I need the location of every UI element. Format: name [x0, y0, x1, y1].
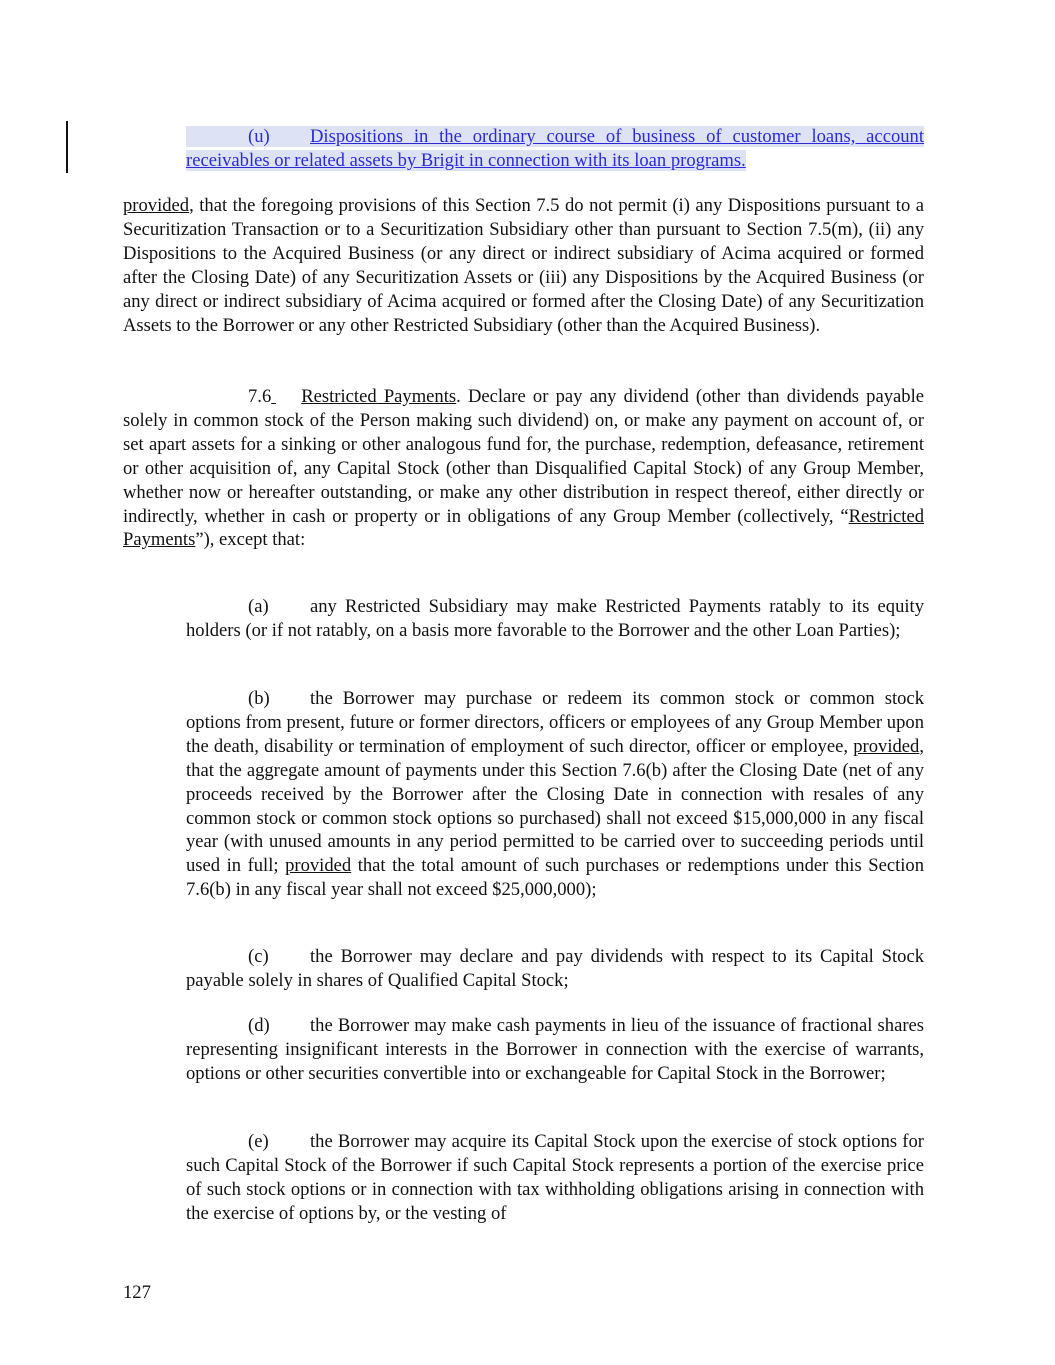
item-b-text-2: , that the aggregate amount of payments under this Section 7.6(b) after the Closing Date (net of any proceeds received by the Borrower after the Closing Date in connection with resales of any common stock or common stock options so purchased) shall not exceed $15,000,000 in any fiscal year (with unused amounts in any period permitted to be carried over to succeeding periods until used in full;: [186, 735, 924, 877]
section-7-6-text-before: . Declare or pay any dividend (other than dividends payable solely in common stock of the Person making such dividend) on, or make any payment on account of, or set apart assets for a sinking or other analogous fund for, the purchase, redemption, defeasance, retirement or other acquisition of, any Capital Stock (other than Disqualified Capital Stock) of any Group Member, whether now or hereafter outstanding, or make any other distribution in respect thereof, either directly or indirectly, whether in cash or property or in obligations of any Group Member (collectively, “: [123, 386, 924, 527]
section-7-6-number: 7.6: [248, 386, 272, 407]
item-d-text: the Borrower may make cash payments in lieu of the issuance of fractional shares representing insignificant interests in the Borrower in connection with the exercise of warrants, options or other securities convertible into or exchangeable for Capital Stock in the Borrower;: [186, 1015, 924, 1084]
page-number: 127: [123, 1282, 151, 1303]
item-b-text-3: that the total amount of such purchases or redemptions under this Section 7.6(b) in any fiscal year shall not exceed $25,000,000);: [186, 855, 924, 901]
item-b-label: (b): [248, 688, 270, 709]
section-u-text: Dispositions in the ordinary course of business of customer loans, account receivables or related assets by Brigit in connection with its loan programs.: [186, 126, 924, 171]
item-a-label: (a): [248, 596, 269, 617]
item-c-text: the Borrower may declare and pay dividends with respect to its Capital Stock payable solely in shares of Qualified Capital Stock;: [186, 946, 924, 991]
restricted-payments-defined-term: Restricted Payments: [123, 505, 924, 551]
section-u-paragraph: [186, 125, 924, 173]
item-e-label: (e): [248, 1131, 269, 1152]
item-a-text: any Restricted Subsidiary may make Restricted Payments ratably to its equity holders (or if not ratably, on a basis more favorable to the Borrower and the other Loan Parties);: [186, 596, 924, 641]
proviso-text: , that the foregoing provisions of this Section 7.5 do not permit (i) any Dispositions pursuant to a Securitization Transaction or to a Securitization Subsidiary other than pursuant to Section 7.5(m), (ii) any Dispositions to the Acquired Business (or any direct or indirect subsidiary of Acima acquired or formed after the Closing Date) of any Securitization Assets or (iii) any Dispositions by the Acquired Business (or any direct or indirect subsidiary of Acima acquired or formed after the Closing Date) of any Securitization Assets to the Borrower or any other Restricted Subsidiary (other than the Acquired Business).: [123, 195, 924, 336]
item-c-label: (c): [248, 946, 269, 967]
item-a-paragraph: [186, 595, 924, 643]
item-d-paragraph: [186, 1014, 924, 1086]
item-b-paragraph: [186, 687, 924, 902]
revision-change-bar: [66, 121, 68, 173]
proviso-paragraph: [123, 194, 924, 337]
item-b-provided-1: provided: [853, 735, 920, 757]
item-b-provided-2: provided: [285, 855, 352, 877]
section-u-label: (u): [248, 126, 270, 147]
item-e-paragraph: [186, 1130, 924, 1226]
section-7-6-heading: Restricted Payments: [301, 386, 457, 407]
section-7-6-text-after: ”), except that:: [195, 529, 306, 551]
section-7-6-paragraph: [123, 385, 924, 552]
item-d-label: (d): [248, 1015, 270, 1036]
section-7-6-tab: [271, 385, 301, 409]
item-c-paragraph: [186, 945, 924, 993]
proviso-lead: provided: [123, 195, 190, 216]
item-b-text-1: the Borrower may purchase or redeem its common stock or common stock options from present, future or former directors, officers or employees of any Group Member upon the death, disability or termination of employment of such director, officer or employee,: [186, 688, 924, 757]
item-e-text: the Borrower may acquire its Capital Stock upon the exercise of stock options for such Capital Stock of the Borrower if such Capital Stock represents a portion of the exercise price of such stock options or in connection with tax withholding obligations arising in connection with the exercise of options by, or the vesting of: [186, 1131, 924, 1224]
inserted-text-u: [186, 126, 924, 171]
